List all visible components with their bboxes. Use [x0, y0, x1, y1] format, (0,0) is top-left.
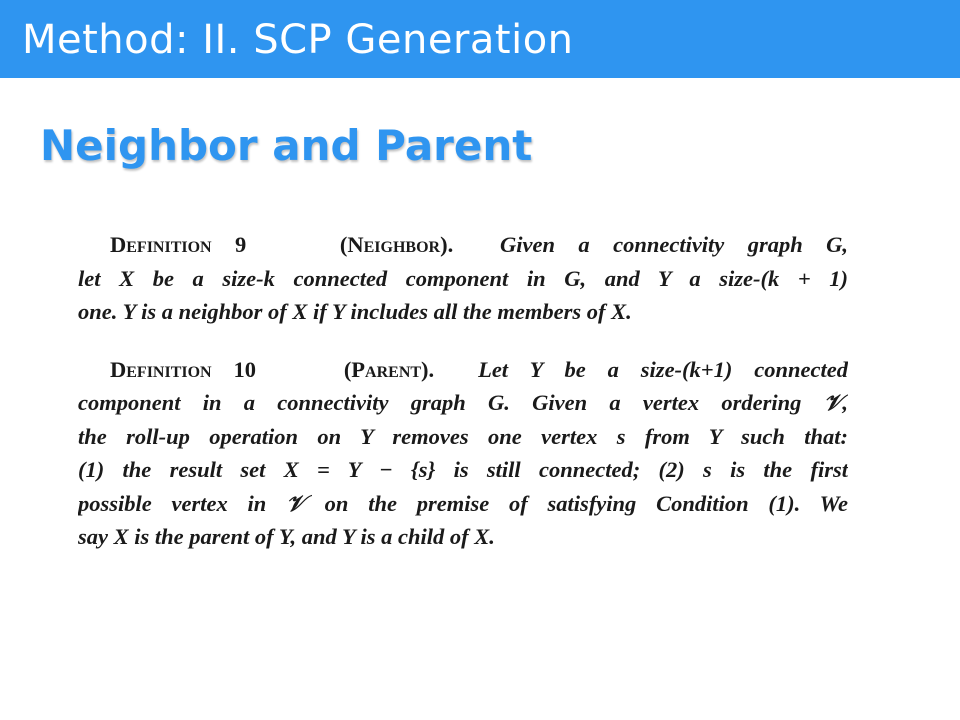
definition-term: (Neighbor).: [339, 232, 454, 257]
slide-title: Method: II. SCP Generation: [22, 17, 574, 63]
definition-text: Let Y be a size-(k+1) connected: [478, 356, 848, 382]
section-heading: Neighbor and Parent: [40, 121, 533, 170]
definitions-excerpt: [78, 228, 848, 554]
definition-line: one. Y is a neighbor of X if Y includes all the members of X.: [78, 299, 632, 324]
definition-line: say X is the parent of Y, and Y is a child of X.: [78, 524, 495, 549]
definition-neighbor: [78, 228, 848, 329]
definition-line: component in a connectivity graph G. Given a vertex ordering 𝒱,: [78, 390, 848, 415]
definition-label: Definition 10: [110, 356, 257, 382]
definition-term: (Parent).: [343, 356, 435, 382]
definition-line: [78, 353, 848, 387]
definition-line: (1) the result set X = Y − {s} is still connected; (2) s is the first: [78, 457, 848, 482]
title-bar: [0, 0, 960, 78]
definition-parent: [78, 353, 848, 554]
definition-line: the roll-up operation on Y removes one vertex s from Y such that:: [78, 423, 848, 449]
definition-line: let X be a size-k connected component in G, and Y a size-(k + 1): [78, 265, 848, 291]
definition-line: [78, 228, 848, 262]
definition-line: possible vertex in 𝒱 on the premise of satisfying Condition (1). We: [78, 490, 848, 516]
definition-text: Given a connectivity graph G,: [500, 232, 848, 257]
definition-label: Definition 9: [110, 232, 247, 257]
